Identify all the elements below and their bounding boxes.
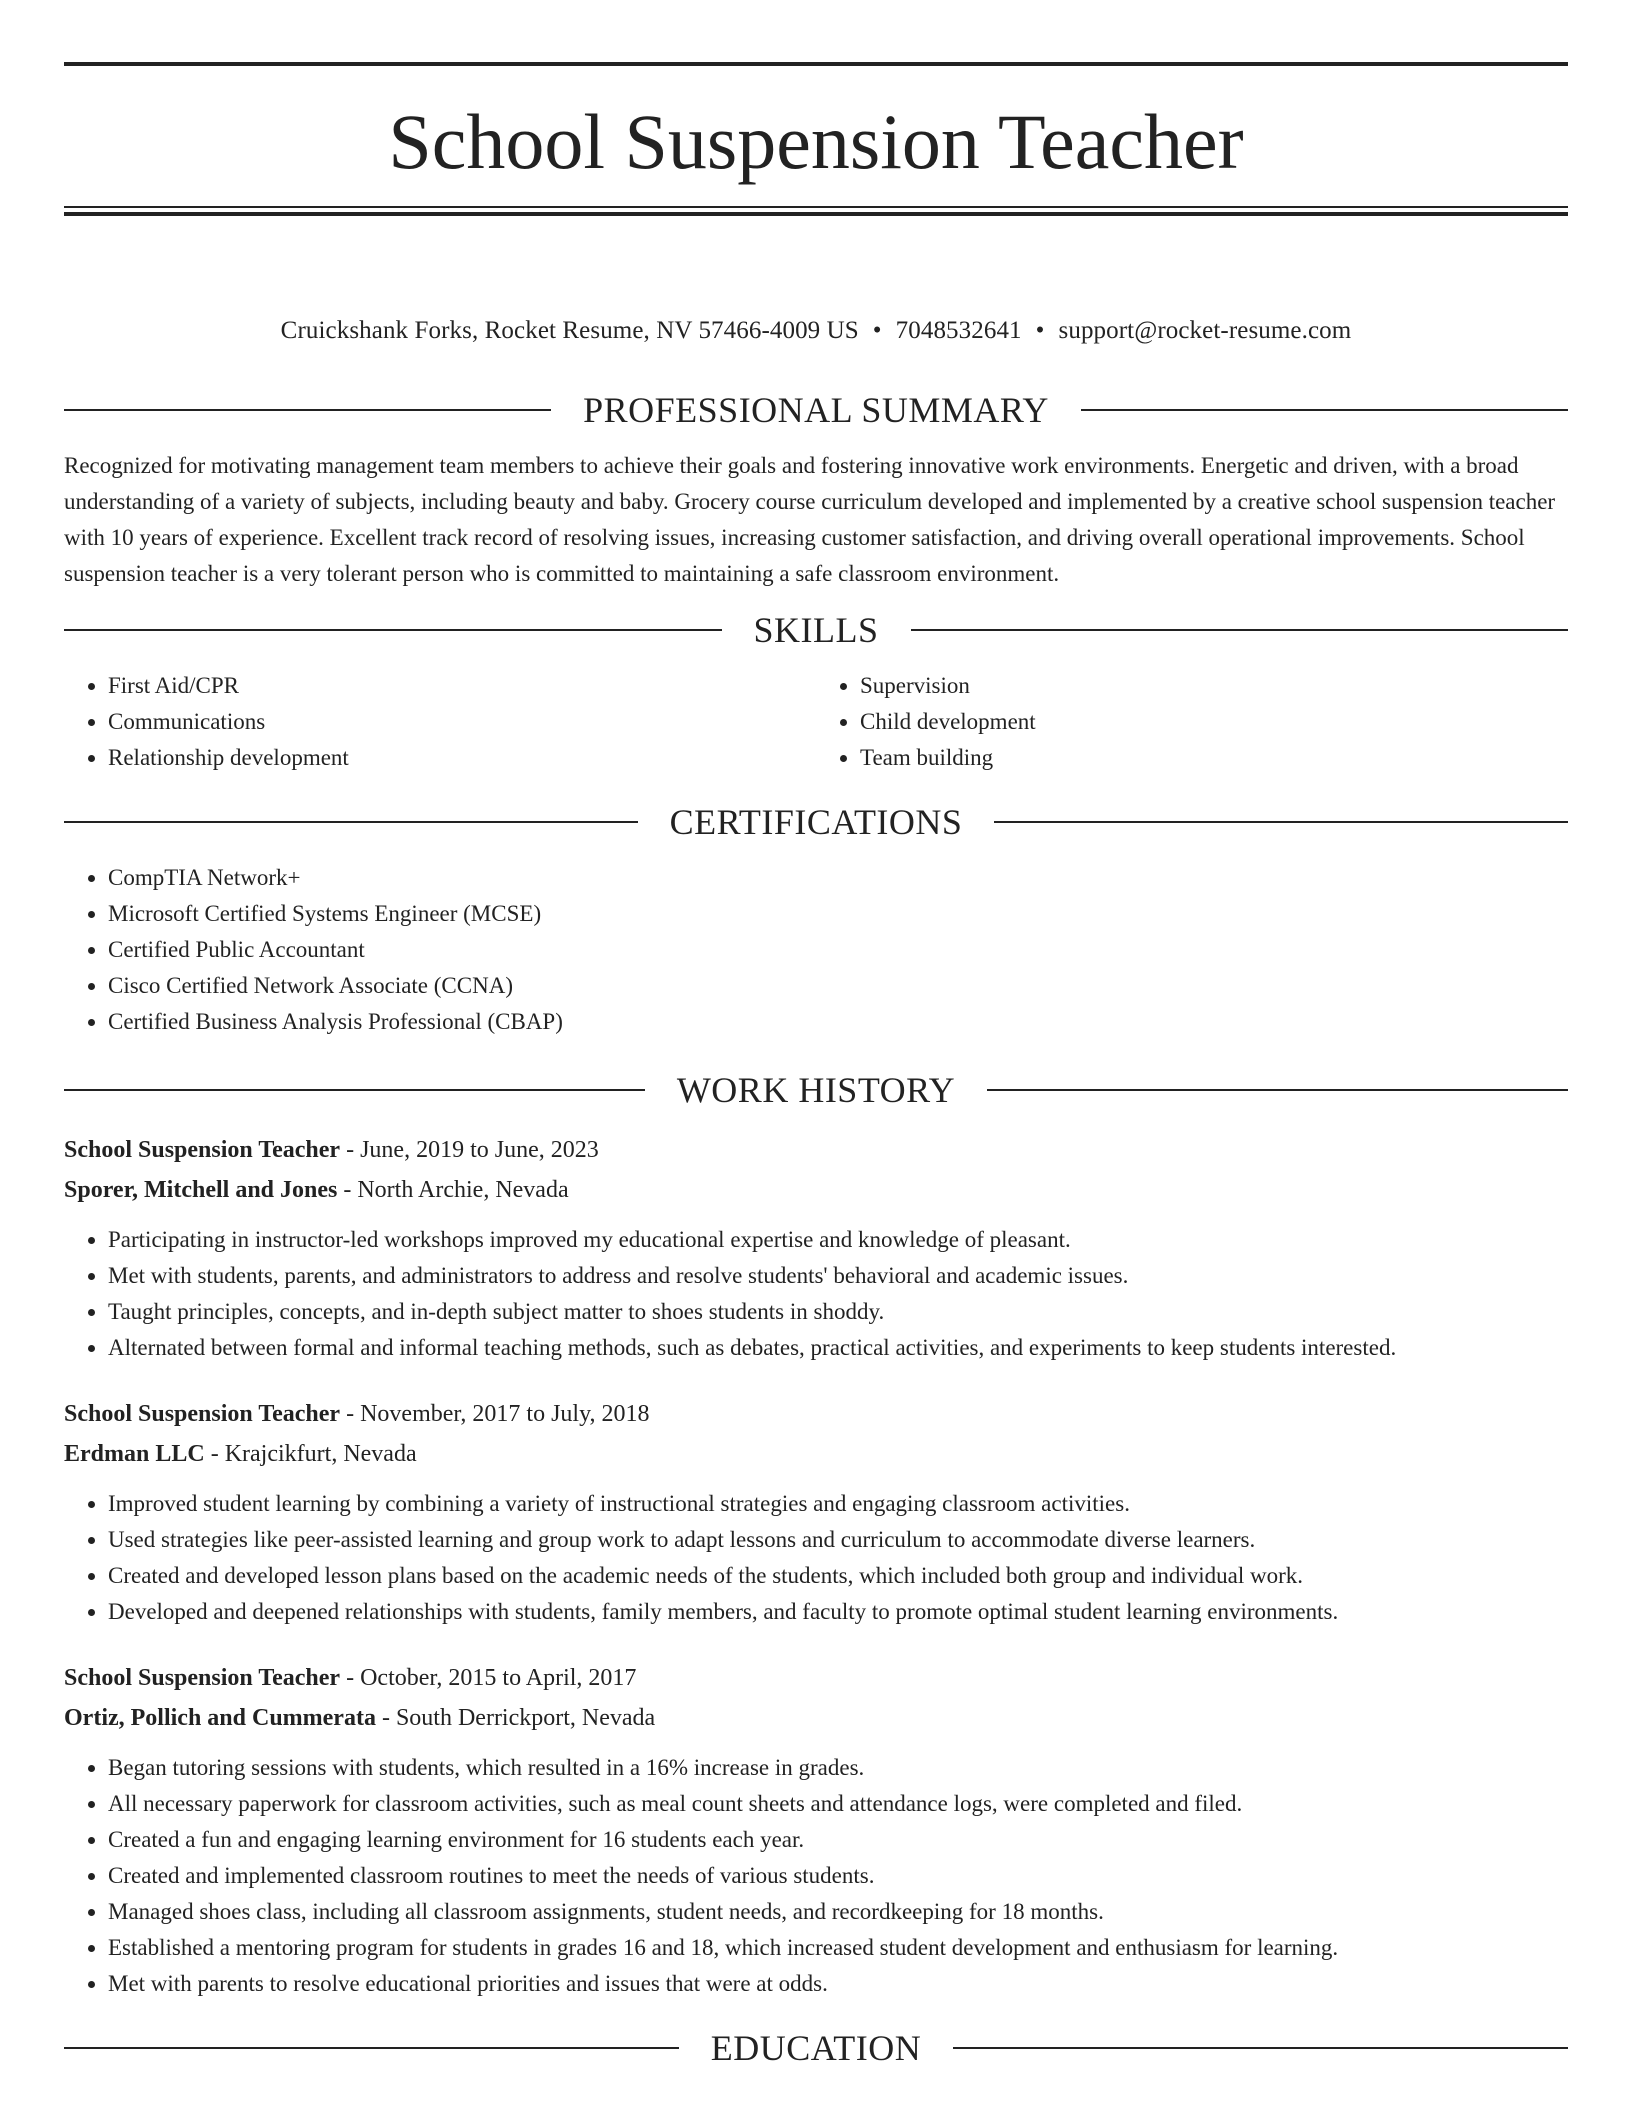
list-item: • Met with parents to resolve educational priorities and issues that were at odds. bbox=[108, 1966, 1568, 2002]
list-item: • Supervision bbox=[860, 668, 1568, 704]
section-title: WORK HISTORY bbox=[676, 1070, 956, 1110]
heading-rule-left bbox=[64, 1089, 645, 1091]
certifications-list bbox=[64, 860, 1568, 1040]
job-dates: - October, 2015 to April, 2017 bbox=[340, 1665, 637, 1691]
job-location: - South Derrickport, Nevada bbox=[375, 1705, 656, 1731]
contact-address: Cruickshank Forks, Rocket Resume, NV 57466-4009 US bbox=[280, 317, 859, 344]
job-dates: - June, 2019 to June, 2023 bbox=[340, 1137, 599, 1163]
heading-rule-left bbox=[64, 409, 551, 411]
list-item: • Alternated between formal and informal teaching methods, such as debates, practical activities, and experiments to keep students interested. bbox=[108, 1330, 1568, 1366]
list-item: • Communications bbox=[108, 704, 816, 740]
list-item: • Established a mentoring program for students in grades 16 and 18, which increased student development and enthusiasm for learning. bbox=[108, 1930, 1568, 1966]
resume-name: School Suspension Teacher bbox=[388, 98, 1244, 185]
list-item: • Created a fun and engaging learning environment for 16 students each year. bbox=[108, 1822, 1568, 1858]
list-item: • Created and developed lesson plans based on the academic needs of the students, which included both group and individual work. bbox=[108, 1558, 1568, 1594]
job-company-line bbox=[64, 1170, 1568, 1210]
heading-rule-right bbox=[994, 821, 1568, 823]
list-item: • First Aid/CPR bbox=[108, 668, 816, 704]
list-item: • Cisco Certified Network Associate (CCNA) bbox=[108, 968, 1568, 1004]
header-double-rule bbox=[64, 206, 1568, 216]
skills-list-right bbox=[816, 668, 1568, 776]
list-item: • Created and implemented classroom routines to meet the needs of various students. bbox=[108, 1858, 1568, 1894]
list-item: • Managed shoes class, including all classroom assignments, student needs, and recordkeeping for 18 months. bbox=[108, 1894, 1568, 1930]
section-title: PROFESSIONAL SUMMARY bbox=[583, 390, 1049, 430]
summary-text: Recognized for motivating management team members to achieve their goals and fostering innovative work environments. Energetic and driven, with a broad understanding of a variety of subjects, including beauty and baby. Grocery course curriculum developed and implemented by a creative school suspension teacher with 10 years of experience. Excellent track record of resolving issues, increasing customer satisfaction, and driving overall operational improvements. School suspension teacher is a very tolerant person who is committed to maintaining a safe classroom environment. bbox=[64, 453, 1556, 586]
section-certifications-heading bbox=[64, 800, 1568, 844]
contact-separator: • bbox=[872, 317, 882, 344]
list-item: • Met with students, parents, and administrators to address and resolve students' behavioral and academic issues. bbox=[108, 1258, 1568, 1294]
heading-rule-left bbox=[64, 821, 638, 823]
list-item: • Developed and deepened relationships with students, family members, and faculty to promote optimal student learning environments. bbox=[108, 1594, 1568, 1630]
heading-rule-right bbox=[953, 2047, 1568, 2049]
contact-line bbox=[64, 314, 1568, 348]
job-bullets bbox=[64, 1486, 1568, 1630]
job-location: - Krajcikfurt, Nevada bbox=[204, 1441, 417, 1467]
section-summary-heading bbox=[64, 388, 1568, 432]
job-company: Erdman LLC bbox=[64, 1441, 205, 1467]
section-title: EDUCATION bbox=[710, 2028, 922, 2068]
job-company-line bbox=[64, 1698, 1568, 1738]
job-title-line bbox=[64, 1394, 1568, 1434]
section-title: CERTIFICATIONS bbox=[669, 802, 963, 842]
job-title-line bbox=[64, 1658, 1568, 1698]
job-location: - North Archie, Nevada bbox=[337, 1177, 569, 1203]
contact-email: support@rocket-resume.com bbox=[1058, 317, 1352, 344]
job-title-line bbox=[64, 1130, 1568, 1170]
list-item: • Taught principles, concepts, and in-depth subject matter to shoes students in shoddy. bbox=[108, 1294, 1568, 1330]
list-item: • Used strategies like peer-assisted learning and group work to adapt lessons and curriculum to accommodate diverse learners. bbox=[108, 1522, 1568, 1558]
job-company: Ortiz, Pollich and Cummerata bbox=[64, 1705, 376, 1731]
list-item: • CompTIA Network+ bbox=[108, 860, 1568, 896]
skills-list-left bbox=[64, 668, 816, 776]
job-entry bbox=[64, 1394, 1568, 1630]
job-bullets bbox=[64, 1750, 1568, 2002]
job-company: Sporer, Mitchell and Jones bbox=[64, 1177, 338, 1203]
list-item: • Participating in instructor-led workshops improved my educational expertise and knowledge of pleasant. bbox=[108, 1222, 1568, 1258]
job-entry bbox=[64, 1130, 1568, 1366]
list-item: • Child development bbox=[860, 704, 1568, 740]
list-item: • Microsoft Certified Systems Engineer (MCSE) bbox=[108, 896, 1568, 932]
section-skills-heading bbox=[64, 608, 1568, 652]
job-title: School Suspension Teacher bbox=[64, 1137, 341, 1163]
header bbox=[64, 66, 1568, 226]
heading-rule-right bbox=[911, 629, 1569, 631]
heading-rule-left bbox=[64, 2047, 679, 2049]
list-item: • Relationship development bbox=[108, 740, 816, 776]
heading-rule-right bbox=[987, 1089, 1568, 1091]
list-item: • Began tutoring sessions with students, which resulted in a 16% increase in grades. bbox=[108, 1750, 1568, 1786]
section-title: SKILLS bbox=[753, 610, 879, 650]
job-title: School Suspension Teacher bbox=[64, 1665, 341, 1691]
contact-phone: 7048532641 bbox=[895, 317, 1022, 344]
heading-rule-left bbox=[64, 629, 722, 631]
job-entry bbox=[64, 1658, 1568, 2002]
skills-grid bbox=[64, 668, 1568, 776]
heading-rule-right bbox=[1081, 409, 1568, 411]
job-bullets bbox=[64, 1222, 1568, 1366]
list-item: • Certified Business Analysis Professional (CBAP) bbox=[108, 1004, 1568, 1040]
list-item: • All necessary paperwork for classroom activities, such as meal count sheets and attendance logs, were completed and filed. bbox=[108, 1786, 1568, 1822]
list-item: • Certified Public Accountant bbox=[108, 932, 1568, 968]
list-item: • Team building bbox=[860, 740, 1568, 776]
job-dates: - November, 2017 to July, 2018 bbox=[340, 1401, 650, 1427]
job-company-line bbox=[64, 1434, 1568, 1474]
section-education-heading bbox=[64, 2026, 1568, 2070]
job-title: School Suspension Teacher bbox=[64, 1401, 341, 1427]
section-work-heading bbox=[64, 1068, 1568, 1112]
contact-separator: • bbox=[1035, 317, 1045, 344]
list-item: • Improved student learning by combining a variety of instructional strategies and engaging classroom activities. bbox=[108, 1486, 1568, 1522]
